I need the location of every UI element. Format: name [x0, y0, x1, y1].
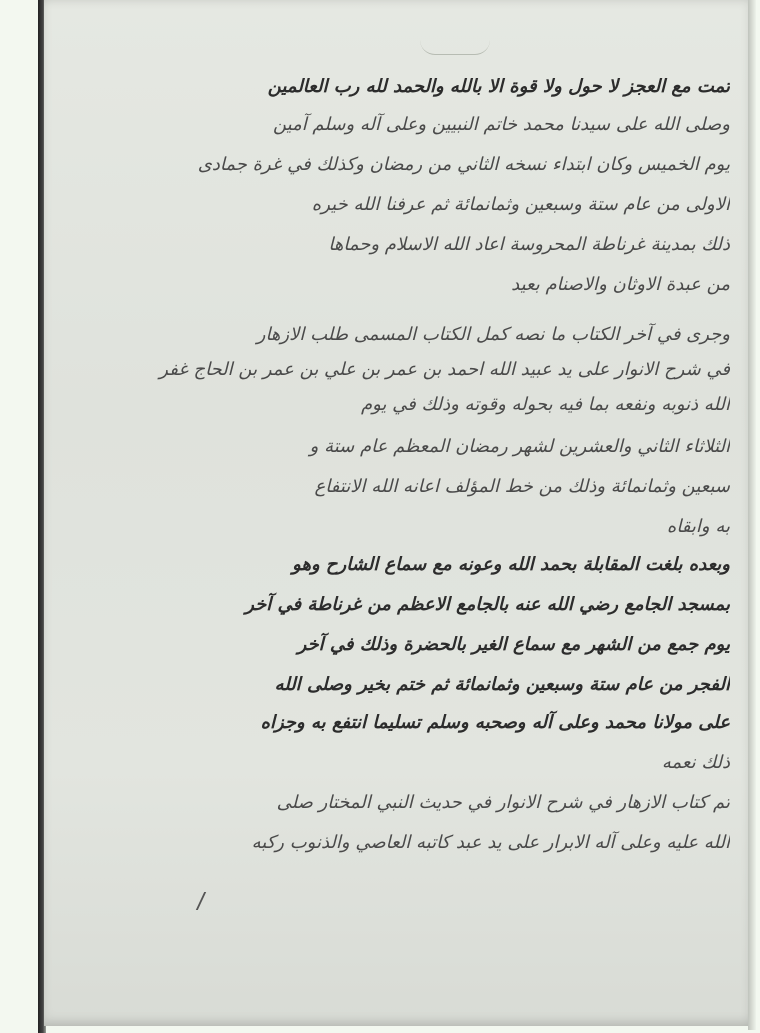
text-line-11: سبعين وثمانمائة وذلك من خط المؤلف اعانه الله الانتفاع	[314, 476, 730, 497]
text-line-16: الفجر من عام ستة وسبعين وثمانمائة ثم ختم بخير وصلى الله	[274, 674, 730, 695]
ink-smudge	[420, 40, 490, 55]
text-line-18: ذلك نعمه	[661, 752, 730, 773]
text-line-19: تم كتاب الازهار في شرح الانوار في حديث النبي المختار صلى	[276, 792, 730, 813]
text-line-10: الثلاثاء الثاني والعشرين لشهر رمضان المعظم عام ستة و	[309, 436, 730, 457]
text-line-3: يوم الخميس وكان ابتداء نسخه الثاني من رمضان وكذلك في غرة جمادى	[197, 154, 730, 175]
text-line-13: وبعده بلغت المقابلة بحمد الله وعونه مع سماع الشارح وهو	[292, 554, 730, 575]
text-line-7: وجرى في آخر الكتاب ما نصه كمل الكتاب المسمى طلب الازهار	[256, 324, 730, 345]
text-line-4: الاولى من عام ستة وسبعين وثمانمائة ثم عرفنا الله خيره	[311, 194, 730, 215]
text-line-6: من عبدة الاوثان والاصنام بعيد	[511, 274, 730, 295]
text-line-20: الله عليه وعلى آله الابرار على يد عبد كاتبه العاصي والذنوب ركبه	[251, 832, 730, 853]
text-line-15: يوم جمع من الشهر مع سماع الغير بالحضرة وذلك في آخر	[297, 634, 730, 655]
text-line-9: الله ذنوبه ونفعه بما فيه بحوله وقوته وذلك في يوم	[360, 394, 730, 415]
text-line-8: في شرح الانوار على يد عبيد الله احمد بن عمر بن علي بن عمر بن الحاج غفر	[159, 359, 730, 380]
text-line-2: وصلى الله على سيدنا محمد خاتم النبيين وعلى آله وسلم آمين	[272, 114, 730, 135]
text-line-14: بمسجد الجامع رضي الله عنه بالجامع الاعظم من غرناطة في آخر	[245, 594, 730, 615]
page-edge	[748, 0, 756, 1030]
text-line-12: به وابقاه	[666, 516, 730, 537]
text-line-17: على مولانا محمد وعلى آله وصحبه وسلم تسليما انتفع به وجزاه	[260, 712, 730, 733]
text-line-5: ذلك بمدينة غرناطة المحروسة اعاد الله الاسلام وحماها	[328, 234, 730, 255]
text-line-1: تمت مع العجز لا حول ولا قوة الا بالله والحمد لله رب العالمين	[267, 76, 730, 97]
